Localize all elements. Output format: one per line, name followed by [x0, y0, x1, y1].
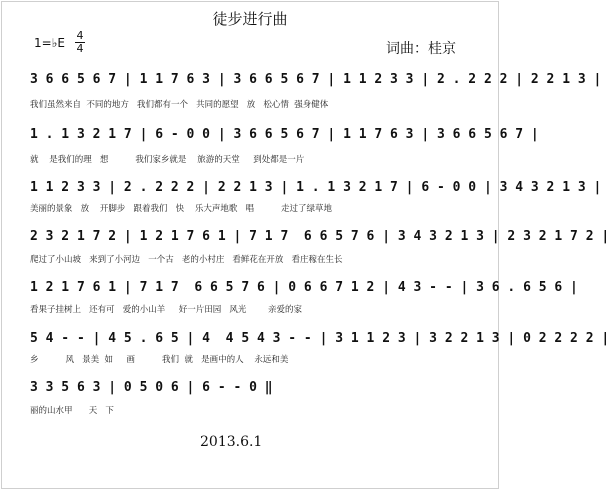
composer-credit: 词曲：桂京	[386, 41, 456, 57]
composition-date: 2013.6.1	[200, 434, 263, 450]
lyrics-line-5: 看果子挂树上 还有可 爱的小山羊 好一片田园 风光 亲爱的家	[30, 305, 302, 315]
time-signature	[74, 30, 86, 55]
meter-bottom: 4	[76, 42, 84, 55]
meter-top: 4	[76, 29, 84, 42]
notation-line-4: 2 3 2 1 7 2 | 1 2 1 7 6 1 | 7 1 7 6 6 5 7 6 | 3 4 3 2 1 3 | 2 3 2 1 7 2 |	[30, 229, 609, 244]
lyrics-line-6: 乡 风 景美 如 画 我们 就 是画中的人 永远和美	[30, 355, 289, 365]
lyrics-line-2: 就 是我们的理 想 我们家乡就是 旅游的天堂 到处都是一片	[30, 155, 305, 165]
notation-line-6: 5 4 - - | 4 5 . 6 5 | 4 4 5 4 3 - - | 3 1 1 2 3 | 3 2 2 1 3 | 0 2 2 2 2 |	[30, 331, 609, 346]
notation-line-5: 1 2 1 7 6 1 | 7 1 7 6 6 5 7 6 | 0 6 6 7 1 2 | 4 3 - - | 3 6 . 6 5 6 |	[30, 280, 578, 295]
notation-line-2: 1 . 1 3 2 1 7 | 6 - 0 0 | 3 6 6 5 6 7 | 1 1 7 6 3 | 3 6 6 5 6 7 |	[30, 127, 539, 142]
lyrics-line-4: 爬过了小山坡 来到了小河边 一个古 老的小村庄 看鲜花在开放 看庄稼在生长	[30, 255, 343, 265]
lyrics-line-1: 我们虽然来自 不同的地方 我们都有一个 共同的愿望 放 松心情 强身健体	[30, 100, 329, 110]
song-title: 徒步进行曲	[212, 10, 288, 28]
notation-line-3: 1 1 2 3 3 | 2 . 2 2 2 | 2 2 1 3 | 1 . 1 3 2 1 7 | 6 - 0 0 | 3 4 3 2 1 3 |	[30, 180, 602, 195]
notation-line-7: 3 3 5 6 3 | 0 5 0 6 | 6 - - 0 ‖	[30, 380, 273, 395]
lyrics-line-7: 丽的山水甲 天 下	[30, 406, 114, 416]
key-signature: 1=♭E	[34, 36, 65, 50]
lyrics-line-3: 美丽的景象 放 开脚步 跟着我们 快 乐大声地歌 唱 走过了绿草地	[30, 204, 333, 214]
notation-line-1: 3 6 6 5 6 7 | 1 1 7 6 3 | 3 6 6 5 6 7 | 1 1 2 3 3 | 2 . 2 2 2 | 2 2 1 3 |	[30, 72, 602, 87]
